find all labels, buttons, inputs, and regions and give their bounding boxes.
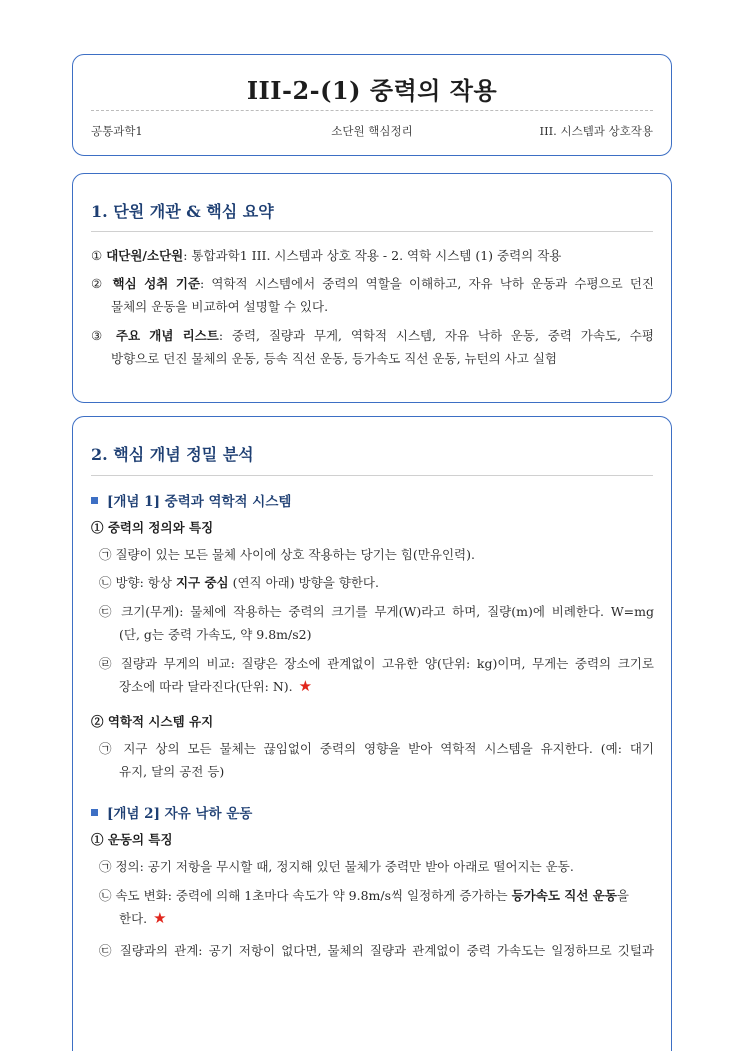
item-b-text-end: 을 — [616, 888, 629, 903]
summary-card — [72, 173, 672, 403]
concept-1-item-d: ㉣ 질량과 무게의 비교: 질량은 장소에 관계없이 고유한 양(단위: kg)이며, 무게는 중력의 크기로 — [99, 656, 654, 671]
star-icon: ★ — [298, 677, 313, 695]
item-b-text-end: (연직 아래) 방향을 향한다. — [228, 575, 379, 590]
concept-1-item-c: ㉢ 크기(무게): 물체에 작용하는 중력의 크기를 무게(W)라고 하며, 질량(m)에 비례한다. W=mg — [99, 604, 654, 619]
analysis-divider — [91, 475, 653, 476]
subject-label: 공통과학1 — [91, 124, 143, 138]
concept-1-item-d-cont — [119, 677, 312, 695]
item-b-emphasis: 지구 중심 — [175, 575, 229, 590]
square-bullet-icon — [91, 809, 98, 816]
summary-item-2-cont: 물체의 운동을 비교하여 설명할 수 있다. — [111, 299, 329, 314]
analysis-card — [72, 416, 672, 1051]
concept-2-sub-1: ① 운동의 특징 — [91, 832, 173, 847]
page-title: III-2-(1) 중력의 작용 — [246, 76, 498, 105]
summary-item-2 — [91, 274, 654, 292]
square-bullet-icon — [91, 497, 98, 504]
item-label: 핵심 성취 기준 — [112, 276, 201, 291]
concept-2-item-c: ㉢ 질량과의 관계: 공기 저항이 없다면, 물체의 질량과 관계없이 중력 가속도는 일정하므로 깃털과 — [99, 943, 654, 958]
unit-label: III. 시스템과 상호작용 — [539, 124, 653, 138]
header-card — [72, 54, 672, 156]
item-number: ② — [91, 276, 106, 291]
concept-2-item-b — [99, 886, 629, 904]
item-b-cont-text: 한다. — [119, 911, 148, 926]
item-label: 대단원/소단원 — [106, 248, 184, 263]
analysis-title: 2. 핵심 개념 정밀 분석 — [91, 445, 254, 464]
concept-1-item-a: ㉠ 질량이 있는 모든 물체 사이에 상호 작용하는 당기는 힘(만유인력). — [99, 547, 475, 562]
item-text: : 중력, 질량과 무게, 역학적 시스템, 자유 낙하 운동, 중력 가속도, 수평 — [218, 328, 654, 343]
concept-2-item-a: ㉠ 정의: 공기 저항을 무시할 때, 정지해 있던 물체가 중력만 받아 아래로 떨어지는 운동. — [99, 859, 574, 874]
doc-type-label: 소단원 핵심정리 — [331, 124, 413, 138]
concept-1-sub-2: ② 역학적 시스템 유지 — [91, 714, 214, 729]
item-text: : 통합과학1 III. 시스템과 상호 작용 - 2. 역학 시스템 (1) 중력의 작용 — [183, 248, 562, 263]
summary-divider — [91, 231, 653, 232]
header-divider — [91, 110, 653, 111]
concept-1-heading — [91, 490, 291, 510]
concept-2-item-b-cont — [119, 909, 167, 927]
summary-item-3 — [91, 326, 654, 344]
concept-1-item-b — [99, 573, 379, 591]
concept-1-item-e: ㉠ 지구 상의 모든 물체는 끊임없이 중력의 영향을 받아 역학적 시스템을 유지한다. (예: 대기 — [99, 741, 654, 756]
item-d-text: 장소에 따라 달라진다(단위: N). — [119, 679, 293, 694]
item-text: : 역학적 시스템에서 중력의 역할을 이해하고, 자유 낙하 운동과 수평으로 던진 — [200, 276, 654, 291]
item-b-emphasis: 등가속도 직선 운동 — [511, 888, 617, 903]
summary-title: 1. 단원 개관 & 핵심 요약 — [91, 202, 274, 221]
summary-item-1 — [91, 246, 561, 264]
item-number: ③ — [91, 328, 108, 343]
concept-1-item-e-cont: 유지, 달의 공전 등) — [119, 764, 225, 779]
item-number: ① — [91, 248, 103, 263]
summary-item-3-cont: 방향으로 던진 물체의 운동, 등속 직선 운동, 등가속도 직선 운동, 뉴턴의 사고 실험 — [111, 351, 558, 366]
item-label: 주요 개념 리스트 — [115, 328, 219, 343]
item-b-text: ㉡ 방향: 항상 — [99, 575, 176, 590]
item-b-text: ㉡ 속도 변화: 중력에 의해 1초마다 속도가 약 9.8m/s씩 일정하게 증가하는 — [99, 888, 512, 903]
concept-1-title: [개념 1] 중력과 역학적 시스템 — [107, 494, 292, 510]
concept-2-title: [개념 2] 자유 낙하 운동 — [107, 806, 253, 822]
concept-1-item-c-cont: (단, g는 중력 가속도, 약 9.8m/s2) — [119, 627, 312, 642]
star-icon: ★ — [153, 909, 167, 927]
concept-2-heading — [91, 802, 252, 822]
concept-1-sub-1: ① 중력의 정의와 특징 — [91, 520, 214, 535]
